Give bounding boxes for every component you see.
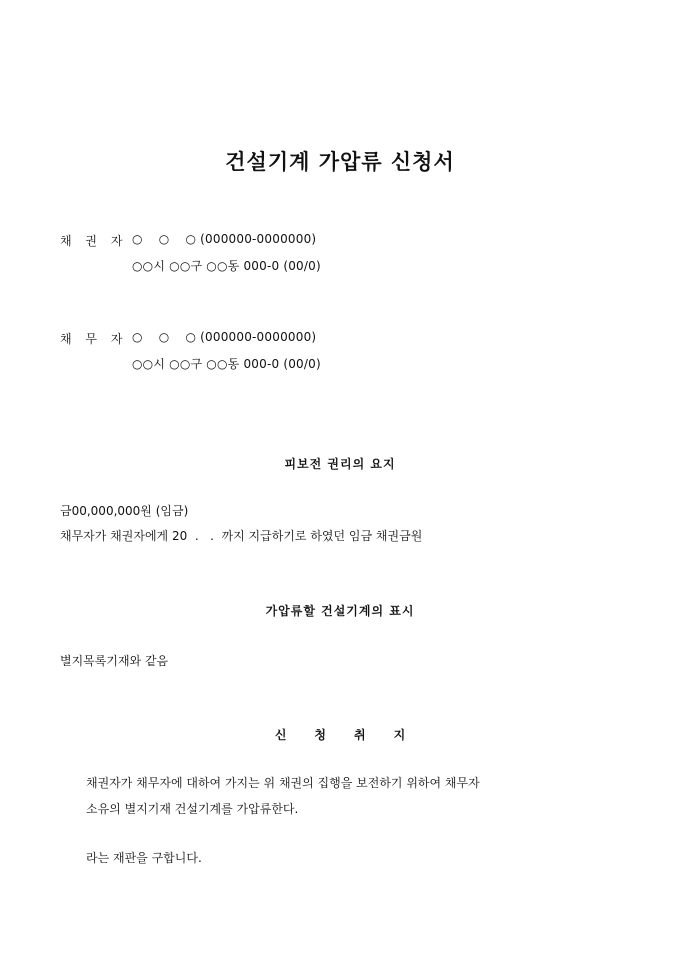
debtor-label: 채 무 자 (60, 332, 128, 346)
purpose-line-2: 소유의 별지기재 건설기계를 가압류한다. (86, 802, 299, 816)
purpose-heading: 신청취지 (274, 728, 434, 742)
document-title: 건설기계 가압류 신청서 (225, 149, 455, 174)
debtor-name: ○ ○ ○ (000000-0000000) (132, 330, 317, 344)
creditor-name: ○ ○ ○ (000000-0000000) (132, 232, 317, 246)
purpose-line-1: 채권자가 채무자에 대하여 가지는 위 채권의 집행을 보전하기 위하여 채무자 (86, 776, 480, 790)
creditor-label: 채 권 자 (60, 234, 128, 248)
secured-right-description: 채무자가 채권자에게 20 . . 까지 지급하기로 하였던 임금 채권금원 (60, 529, 423, 543)
secured-right-heading: 피보전 권리의 요지 (284, 457, 396, 471)
machinery-heading: 가압류할 건설기계의 표시 (265, 604, 415, 618)
purpose-line-3: 라는 재판을 구합니다. (86, 851, 202, 865)
machinery-description: 별지목록기재와 같음 (60, 654, 169, 668)
secured-right-amount: 금00,000,000원 (임금) (60, 504, 189, 518)
creditor-address: ○○시 ○○구 ○○동 000-0 (00/0) (132, 259, 321, 273)
debtor-address: ○○시 ○○구 ○○동 000-0 (00/0) (132, 357, 321, 371)
